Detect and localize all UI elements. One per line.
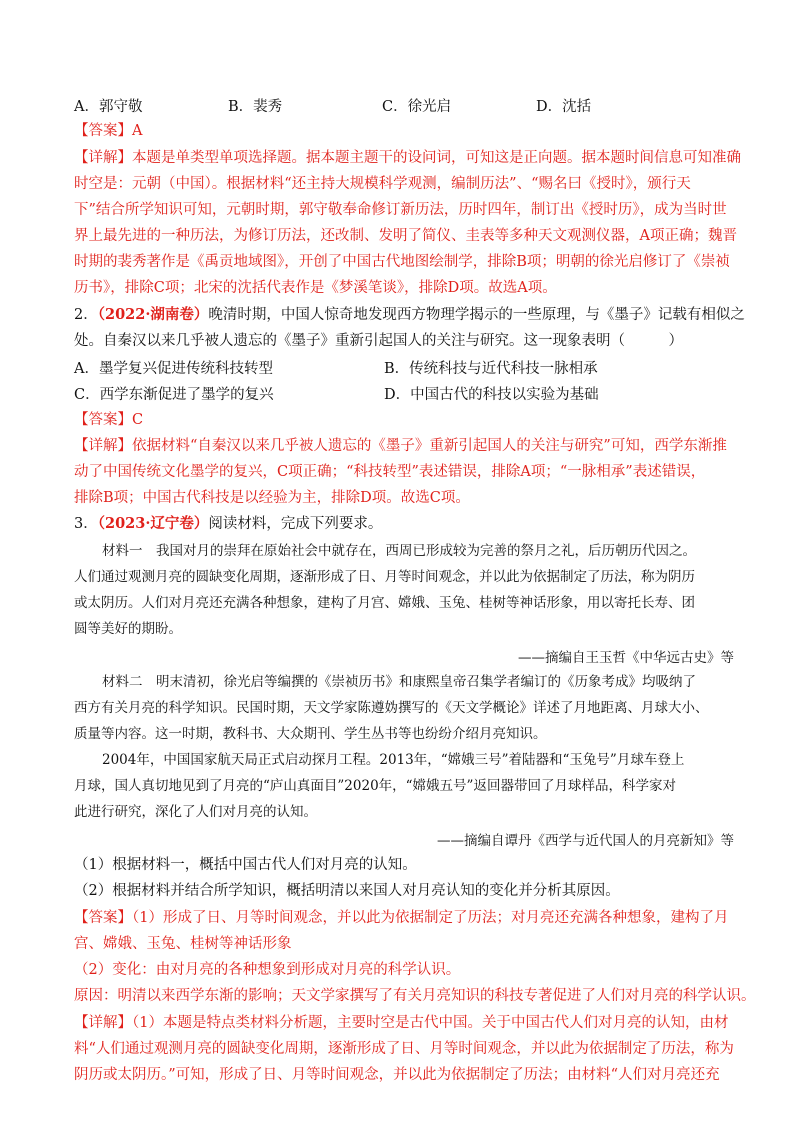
q3-detail-line: 料“人们通过观测月亮的圆缺变化周期，逐渐形成了日、月等时间观念，并以此为依据制定了历法，称为	[74, 1041, 734, 1057]
q3-material1-line: 或太阴历。人们对月亮还充满各种想象，建构了月宫、嫦娥、玉兔、桂树等神话形象，用以寄托长寿、团	[74, 595, 695, 611]
q3-detail-line: 【详解】（1）本题是特点类材料分析题，主要时空是古代中国。关于中国古代人们对月亮的认知，由材	[74, 1015, 729, 1031]
q3-material1-source: ——摘编自王玉哲《中华远古史》等	[518, 650, 734, 666]
q3-material2-line: 2004年，中国国家航天局正式启动探月工程。2013年，“嫦娥三号”着陆器和“玉兔号”月球车登上	[102, 752, 685, 768]
q1-detail-line: 【详解】本题是单类型单项选择题。据本题主题干的设问词，可知这是正向题。据本题时间信息可知准确	[74, 150, 741, 166]
q3-material2-line: 西方有关月亮的科学知识。民国时期，天文学家陈遵妫撰写的《天文学概论》详述了月地距离、月球大小、	[74, 700, 709, 716]
q3-material2-source: ——摘编自谭丹《西学与近代国人的月亮新知》等	[437, 833, 734, 849]
q1-answer: 【答案】A	[74, 123, 143, 139]
q2-stem-line2: 处。自秦汉以来几乎被人遗忘的《墨子》重新引起国人的关注与研究。这一现象表明（ ）	[74, 333, 683, 349]
q3-material1-line: 材料一 我国对月的崇拜在原始社会中就存在，西周已形成较为完善的祭月之礼，后历朝历代因之。	[102, 543, 696, 559]
q1-detail-line: 下”结合所学知识可知，元朝时期，郭守敬奉命修订新历法，历时四年，制订出《授时历》，成为当时世	[74, 202, 727, 218]
q2-detail-line: 【详解】依据材料“自秦汉以来几乎被人遗忘的《墨子》重新引起国人的关注与研究”可知，西学东渐推	[74, 438, 727, 454]
q1-detail-line: 界上最先进的一种历法，为修订历法，还改制、发明了简仪、圭表等多种天文观测仪器，A项正确；魏晋	[74, 228, 737, 244]
q3-answer-line: 【答案】（1）形成了日、月等时间观念，并以此为依据制定了历法；对月亮还充满各种想象，建构了月	[74, 910, 729, 926]
q2-stem-line1: 晚清时期，中国人惊奇地发现西方物理学揭示的一些原理，与《墨子》记载有相似之	[208, 307, 745, 323]
q3-material2-line: 此进行研究，深化了人们对月亮的认知。	[74, 804, 317, 820]
q1-detail-line: 历书》，排除C项；北宋的沈括代表作是《梦溪笔谈》，排除D项。故选A项。	[74, 280, 557, 296]
q2-option-d: D．中国古代的科技以实验为基础	[384, 387, 599, 403]
q3-answer-line: （2）变化：由对月亮的各种想象到形成对月亮的科学认识。	[74, 962, 461, 978]
q2-number: 2．	[74, 307, 98, 323]
q2-source: （2022·湖南卷）	[97, 306, 209, 323]
q3-stem-text: 阅读材料，完成下列要求。	[208, 516, 383, 532]
q3-material1-line: 人们通过观测月亮的圆缺变化周期，逐渐形成了日、月等时间观念，并以此为依据制定了历法，称为阴历	[74, 569, 695, 585]
q3-material1-line: 圆等美好的期盼。	[74, 621, 182, 637]
q1-detail-line: 时空是：元朝（中国）。根据材料“还主持大规模科学观测，编制历法”、“赐名曰《授时》，颁行天	[74, 176, 691, 192]
q3-answer-line: 宫、嫦娥、玉兔、桂树等神话形象	[74, 936, 292, 952]
q3-answer-line: 原因：明清以来西学东渐的影响；天文学家撰写了有关月亮知识的科技专著促进了人们对月亮的科学认识。	[74, 988, 756, 1004]
q3-stem	[74, 514, 734, 534]
q1-option-d: D．沈括	[536, 99, 592, 115]
q3-detail-line: 阴历或太阴历。”可知，形成了日、月等时间观念，并以此为依据制定了历法；由材料“人们对月亮还充	[74, 1067, 720, 1083]
q3-material2-line: 材料二 明末清初，徐光启等编撰的《崇祯历书》和康熙皇帝召集学者编订的《历象考成》均吸纳了	[102, 674, 696, 690]
q3-question-1: （1）根据材料一，概括中国古代人们对月亮的认知。	[74, 857, 417, 873]
q3-source: （2023·辽宁卷）	[97, 515, 209, 532]
q1-option-c: C．徐光启	[382, 99, 452, 115]
q2-option-c: C．西学东渐促进了墨学的复兴	[74, 387, 274, 403]
q3-material2-line: 月球，国人真切地见到了月亮的“庐山真面目”2020年，“嫦娥五号”返回器带回了月球样品，科学家对	[74, 778, 676, 794]
q2-option-b: B．传统科技与近代科技一脉相承	[384, 361, 598, 377]
q1-option-a: A．郭守敬	[74, 99, 143, 115]
q2-detail-line: 排除B项；中国古代科技是以经验为主，排除D项。故选C项。	[74, 490, 470, 506]
q1-detail-line: 时期的裴秀著作是《禹贡地域图》，开创了中国古代地图绘制学，排除B项；明朝的徐光启修订了《崇祯	[74, 254, 730, 270]
q3-question-2: （2）根据材料并结合所学知识，概括明清以来国人对月亮认知的变化并分析其原因。	[74, 883, 620, 899]
q3-number: 3．	[74, 516, 98, 532]
q2-stem	[74, 305, 745, 325]
q2-detail-line: 动了中国传统文化墨学的复兴，C项正确；“科技转型”表述错误，排除A项；“一脉相承”表述错误，	[74, 464, 706, 480]
q1-option-b: B．裴秀	[228, 99, 283, 115]
q3-material2-line: 质量等内容。这一时期，教科书、大众期刊、学生丛书等也纷纷介绍月亮知识。	[74, 726, 547, 742]
q2-option-a: A．墨学复兴促进传统科技转型	[74, 361, 273, 377]
q2-answer: 【答案】C	[74, 412, 144, 428]
